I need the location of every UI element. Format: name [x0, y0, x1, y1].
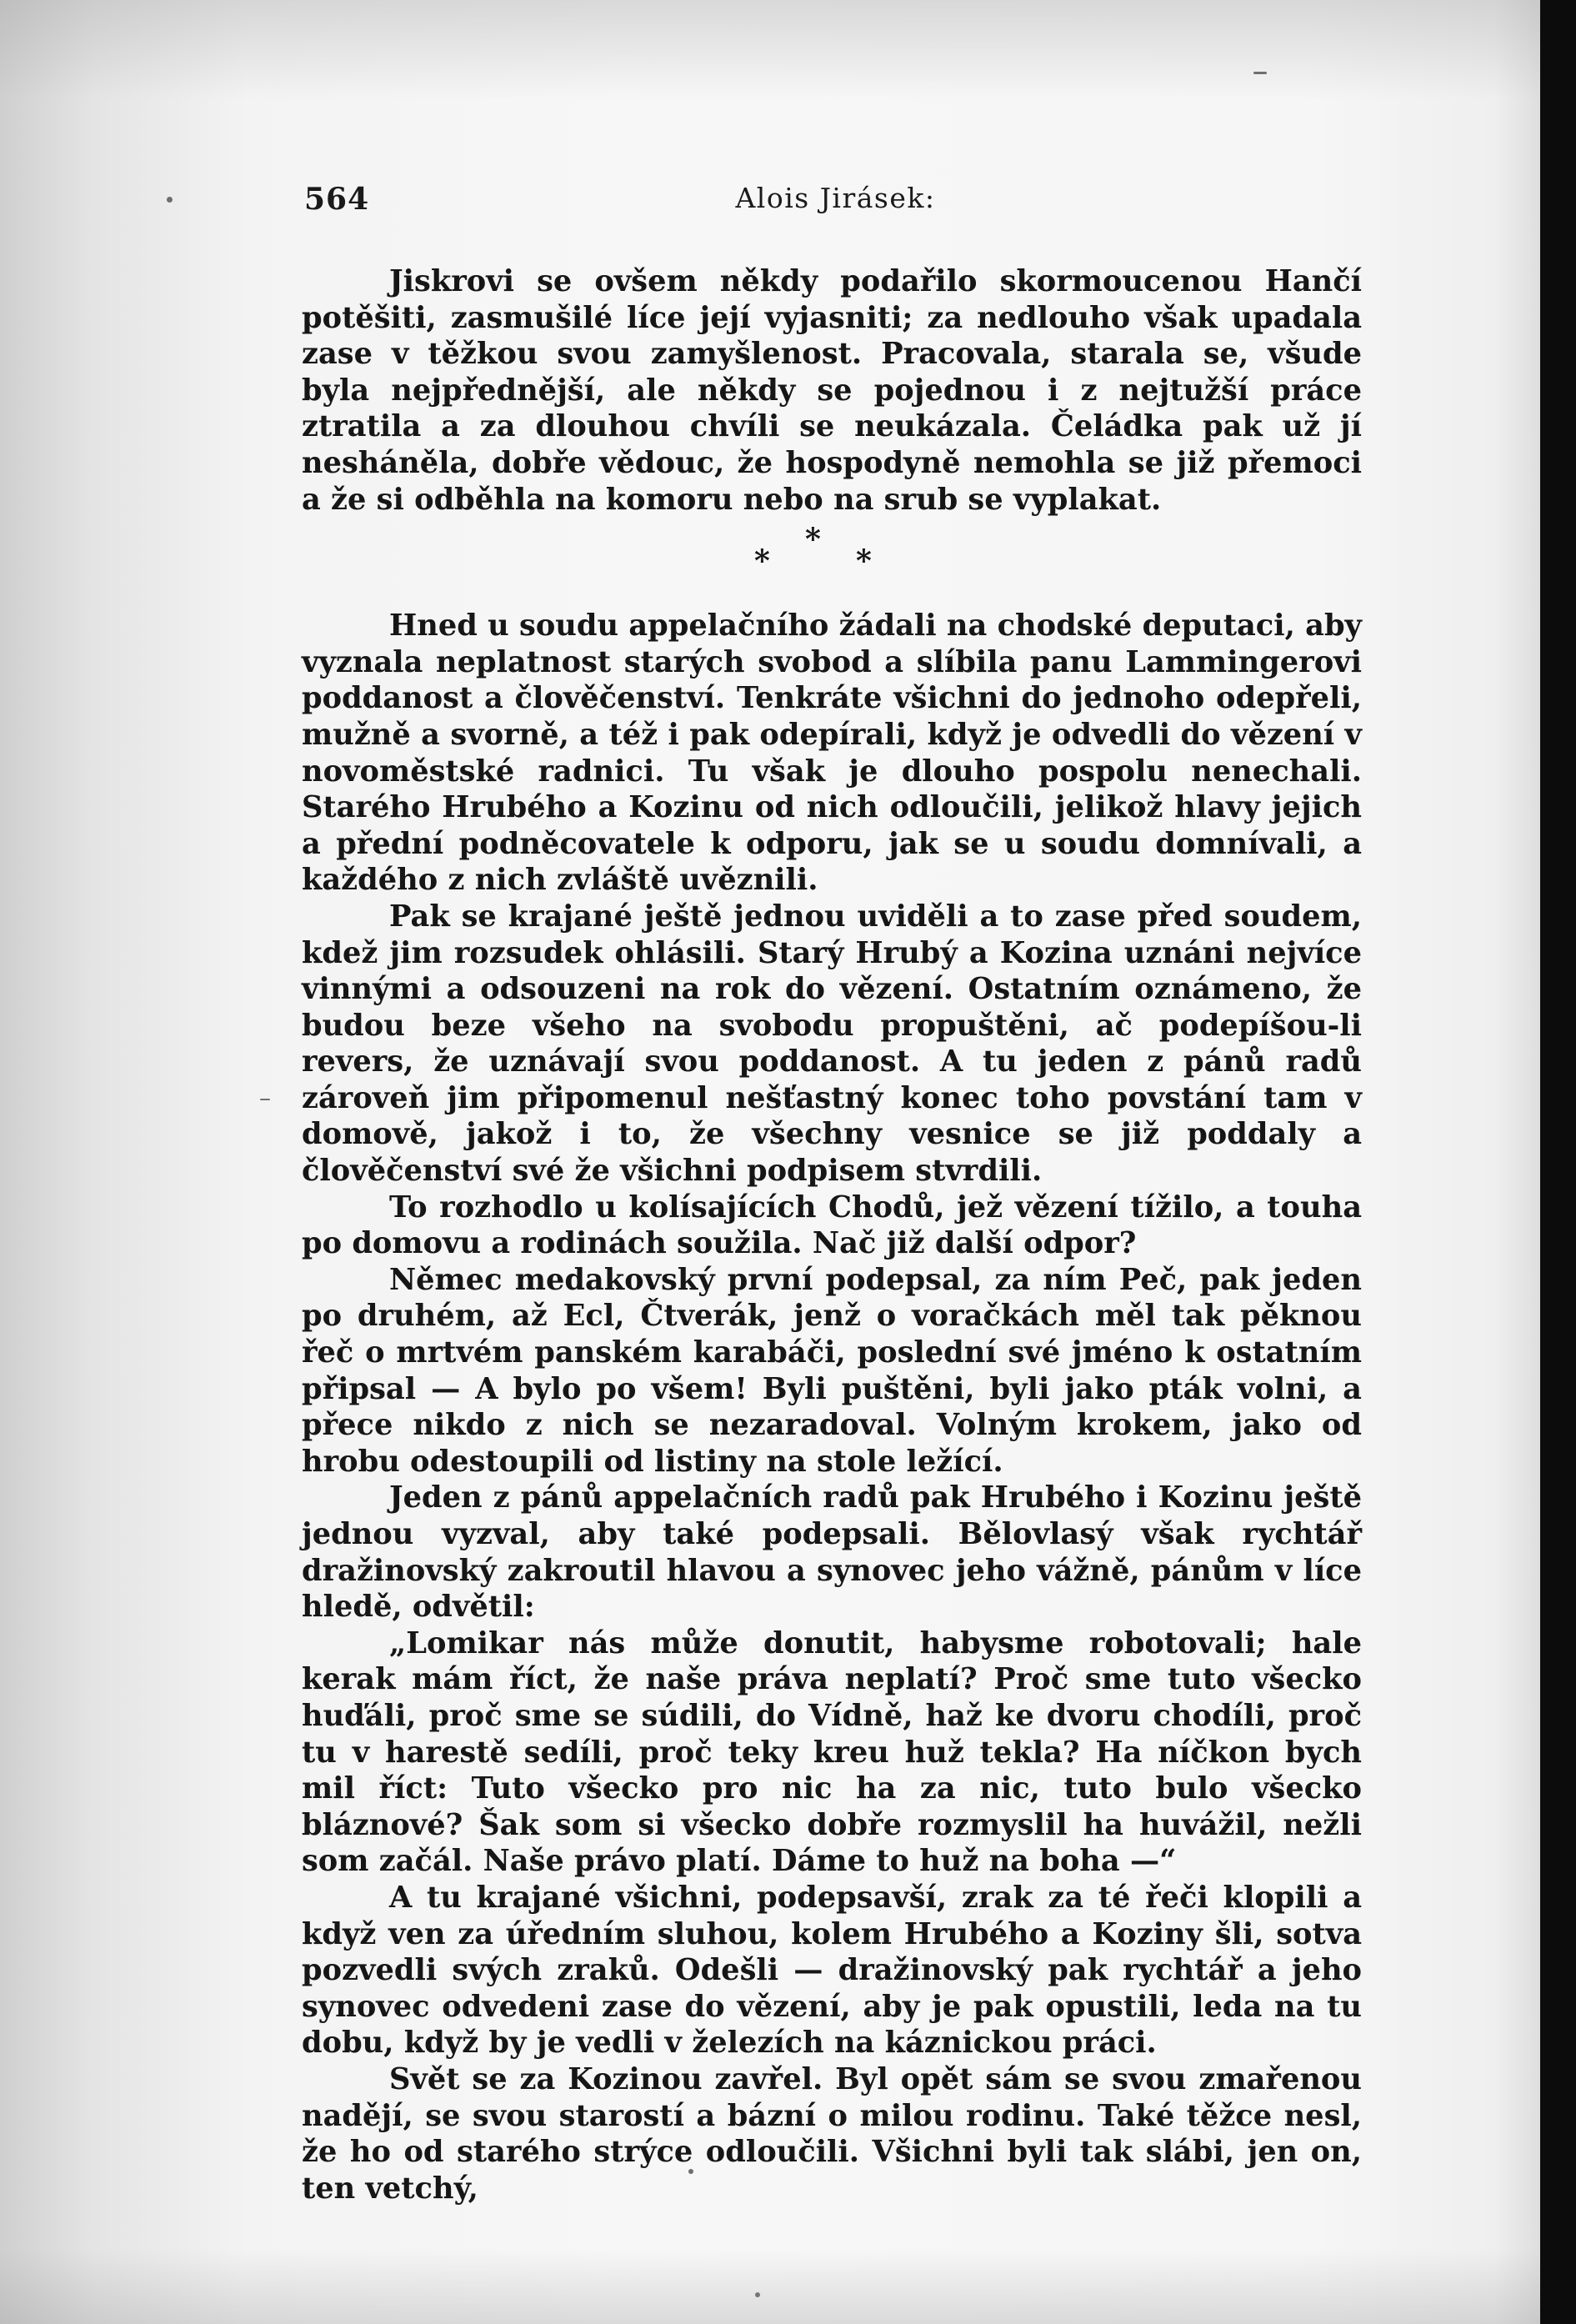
- paragraph: Svět se za Kozinou zavřel. Byl opět sám se svou zmařenou nadějí, se svou starostí a bázní o milou rodinu. Také těžce nesl, že ho od starého strýce odloučili. Všichni byli tak slábi, jen on, ten vetchý,: [302, 2061, 1362, 2206]
- scene-break: [302, 521, 1362, 589]
- paragraph: To rozhodlo u kolísajících Chodů, jež vězení tížilo, a touha po domovu a rodinách soužila. Nač již další odpor?: [302, 1190, 1362, 1261]
- paragraph: Jiskrovi se ovšem někdy podařilo skormoucenou Hančí potěšiti, zasmušilé líce její vyjasniti; za nedlouho však upadala zase v těžkou svou zamyšlenost. Pracovala, starala se, všude byla nejpřednější, ale někdy se pojednou i z nejtužší práce ztratila a za dlouhou chvíli se neukázala. Čeládka pak už jí nesháněla, dobře vědouc, že hospodyně nemohla se již přemoci a že si odběhla na komoru nebo na srub se vyplakat.: [302, 264, 1362, 517]
- scan-speck: [167, 197, 173, 203]
- running-head: Alois Jirásek:: [735, 182, 936, 214]
- scene-break-star: *: [805, 522, 821, 558]
- scan-border: [1540, 0, 1576, 2324]
- paragraph: Jeden z pánů appelačních radů pak Hrubého i Kozinu ještě jednou vyzval, aby také podepsali. Bělovlasý však rychtář dražinovský zakroutil hlavou a synovec jeho vážně, pánům v líce hledě, odvětil:: [302, 1480, 1362, 1625]
- body-text: [302, 263, 1362, 2206]
- scan-speck: [260, 1099, 270, 1100]
- scan-speck: [1253, 72, 1267, 74]
- paragraph: Hned u soudu appelačního žádali na chodské deputaci, aby vyznala neplatnost starých svobod a slíbila panu Lammingerovi poddanost a člověčenství. Tenkráte všichni do jednoho odepřeli, mužně a svorně, a též i pak odepírali, když je odvedli do vězení v novoměstské radnici. Tu však je dlouho pospolu nenechali. Starého Hrubého a Kozinu od nich odloučili, jelikož hlavy jejich a přední podněcovatele k odporu, jak se u soudu domnívali, a každého z nich zvláště uvěznili.: [302, 609, 1362, 898]
- page-header: [304, 177, 1367, 227]
- scene-break-star: *: [856, 543, 872, 579]
- paragraph: A tu krajané všichni, podepsavší, zrak za té řeči klopili a když ven za úředním sluhou, kolem Hrubého a Koziny šli, sotva pozvedli svých zraků. Odešli — dražinovský pak rychtář a jeho synovec odvedeni zase do vězení, aby je pak opustili, leda na tu dobu, když by je vedli v železích na káznickou práci.: [302, 1880, 1362, 2061]
- page-number: 564: [304, 182, 370, 217]
- scan-speck: [755, 2292, 760, 2297]
- paragraph: Pak se krajané ještě jednou uviděli a to zase před soudem, kdež jim rozsudek ohlásili. Starý Hrubý a Kozina uznáni nejvíce vinnými a odsouzeni na rok do vězení. Ostatním oznámeno, že budou beze všeho na svobodu propuštěni, ač podepíšou-li revers, že uznávají svou poddanost. A tu jeden z pánů radů zároveň jim připomenul nešťastný konec toho povstání tam v domově, jakož i to, že všechny vesnice se již poddaly a člověčenství své že všichni podpisem stvrdili.: [302, 899, 1362, 1189]
- paragraph: Němec medakovský první podepsal, za ním Peč, pak jeden po druhém, až Ecl, Čtverák, jenž o voračkách měl tak pěknou řeč o mrtvém panském karabáči, poslední své jméno k ostatním připsal — A bylo po všem! Byli puštěni, byli jako pták volni, a přece nikdo z nich se nezaradoval. Volným krokem, jako od hrobu odestoupili od listiny na stole ležící.: [302, 1262, 1362, 1479]
- scene-break-star: *: [754, 543, 770, 579]
- paragraph: „Lomikar nás může donutit, habysme robotovali; hale kerak mám říct, že naše práva neplatí? Proč sme tuto všecko huďáli, proč sme se súdili, do Vídně, haž ke dvoru chodíli, proč tu v harestě sedíli, proč teky kreu huž tekla? Ha níčkon bych mil říct: Tuto všecko pro nic ha za nic, tuto bulo všecko bláznové? Šak som si všecko dobře rozmyslil ha huvážil, nežli som začál. Naše právo platí. Dáme to huž na boha —“: [302, 1625, 1362, 1879]
